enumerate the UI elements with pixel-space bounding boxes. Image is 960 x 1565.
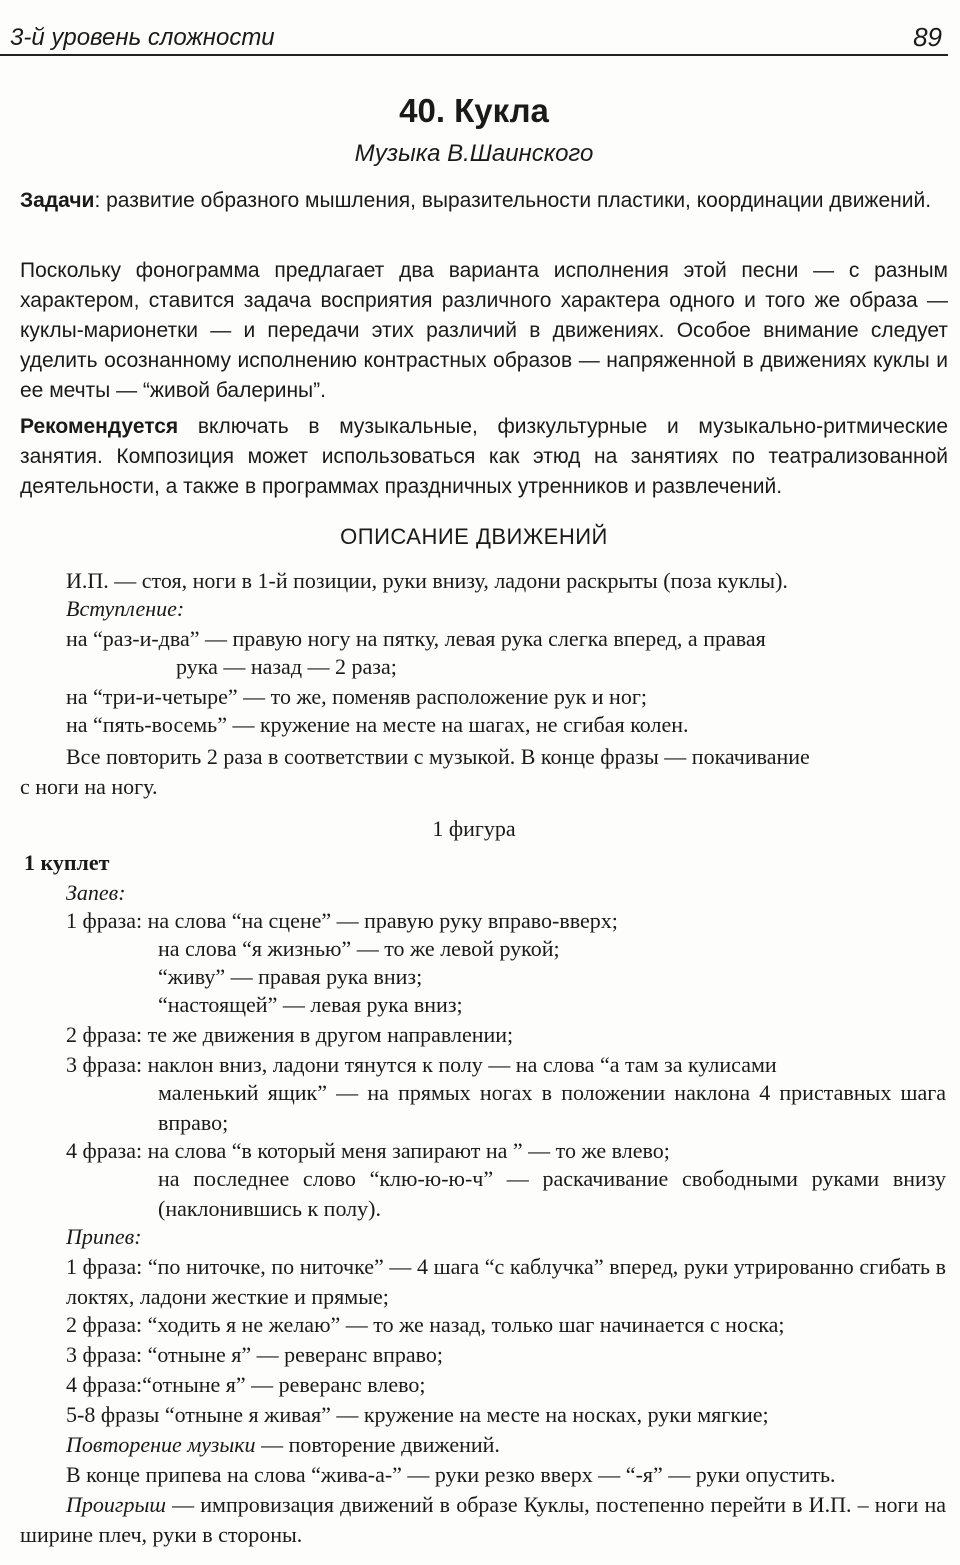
body-line: В конце припева на слова “жива-а-” — руки резко вверх — “-я” — руки опустить. [66, 1462, 836, 1487]
body-line: на “раз-и-два” — правую ногу на пятку, левая рука слегка вперед, а правая [66, 626, 766, 651]
recommended-label: Рекомендуется [20, 415, 179, 438]
repeat-text: — повторение движений. [255, 1432, 500, 1457]
body-line: рука — назад — 2 раза; [176, 654, 397, 679]
section-title: ОПИСАНИЕ ДВИЖЕНИЙ [340, 524, 608, 549]
body-line-wrapped: маленький ящик” — на прямых ногах в положении наклона 4 приставных шага вправо; [158, 1080, 946, 1135]
intro-text: Поскольку фонограмма предлагает два варианта исполнения этой песни — с разным характером, ставится задача восприятия различного характера одного и того же образа — куклы-марионетки — и передачи этих различий в движениях. Особое внимание следует уделить осознанному исполнению контрастных образов — напряженной в движениях куклы и ее мечты — “живой балерины”. [20, 259, 948, 402]
body-line: Запев: [66, 880, 126, 905]
body-line: на “пять-восемь” — кружение на месте на шагах, не сгибая колен. [66, 712, 689, 737]
interlude-text: — импровизация движений в образе Куклы, постепенно перейти в И.П. – ноги на ширине плеч, руки в стороны. [20, 1492, 946, 1547]
page-number: 89 [913, 22, 942, 52]
page-subtitle: Музыка В.Шаинского [354, 140, 594, 167]
body-line: Вступление: [66, 596, 185, 621]
body-line-wrapped: на последнее слово “клю-ю-ю-ч” — раскачивание свободными руками внизу (наклонившись к полу). [158, 1166, 946, 1221]
body-line: с ноги на ногу. [20, 774, 158, 799]
tasks-label: Задачи [20, 189, 95, 212]
figure-title: 1 фигура [432, 816, 516, 841]
body-line: 3 фраза: наклон вниз, ладони тянутся к полу — на слова “а там за кулисами [66, 1052, 777, 1077]
body-line: Все повторить 2 раза в соответствии с музыкой. В конце фразы — покачивание [66, 744, 810, 769]
body-line-wrapped [20, 1490, 946, 1550]
body-line: “настоящей” — левая рука вниз; [158, 992, 463, 1017]
intro-paragraph [20, 256, 948, 406]
body-line: И.П. — стоя, ноги в 1-й позиции, руки внизу, ладони раскрыты (поза куклы). [66, 568, 788, 593]
body-line: на “три-и-четыре” — то же, поменяв расположение рук и ног; [66, 684, 647, 709]
body-line: 5-8 фразы “отныне я живая” — кружение на месте на носках, руки мягкие; [66, 1402, 769, 1427]
body-line: на слова “я жизнью” — то же левой рукой; [158, 936, 560, 961]
body-line: “живу” — правая рука вниз; [158, 964, 423, 989]
body-line: 3 фраза: “отныне я” — реверанс вправо; [66, 1342, 444, 1367]
recommended-text: включать в музыкальные, физкультурные и музыкально-ритмические занятия. Композиция может использоваться как этюд на занятиях по театрализованной деятельности, а также в программах праздничных утренников и развлечений. [20, 415, 948, 498]
body-line-wrapped: 1 фраза: “по ниточке, по ниточке” — 4 шага “с каблучка” вперед, руки утрированно сгибать в локтях, ладони жесткие и прямые; [66, 1254, 946, 1309]
chorus-title: Припев: [66, 1224, 142, 1249]
page-title: 40. Кукла [399, 92, 549, 129]
verse-title: 1 куплет [24, 850, 110, 875]
page-header [0, 18, 948, 56]
tasks-paragraph [20, 186, 948, 216]
body-line: 1 фраза: на слова “на сцене” — правую руку вправо-вверх; [66, 908, 618, 933]
repeat-label: Повторение музыки [66, 1432, 256, 1457]
header-section-label: 3-й уровень сложности [10, 24, 275, 51]
body-line: 2 фраза: те же движения в другом направлении; [66, 1022, 514, 1047]
body-line: 2 фраза: “ходить я не желаю” — то же назад, только шаг начинается с носка; [66, 1312, 785, 1337]
recommended-paragraph [20, 412, 948, 502]
tasks-text: : развитие образного мышления, выразительности пластики, координации движений. [94, 189, 932, 212]
body-line [66, 1430, 500, 1460]
body-line: 4 фраза:“отныне я” — реверанс влево; [66, 1372, 426, 1397]
body-line: 4 фраза: на слова “в который меня запирают на ” — то же влево; [66, 1138, 670, 1163]
interlude-label: Проигрыш [66, 1492, 166, 1517]
